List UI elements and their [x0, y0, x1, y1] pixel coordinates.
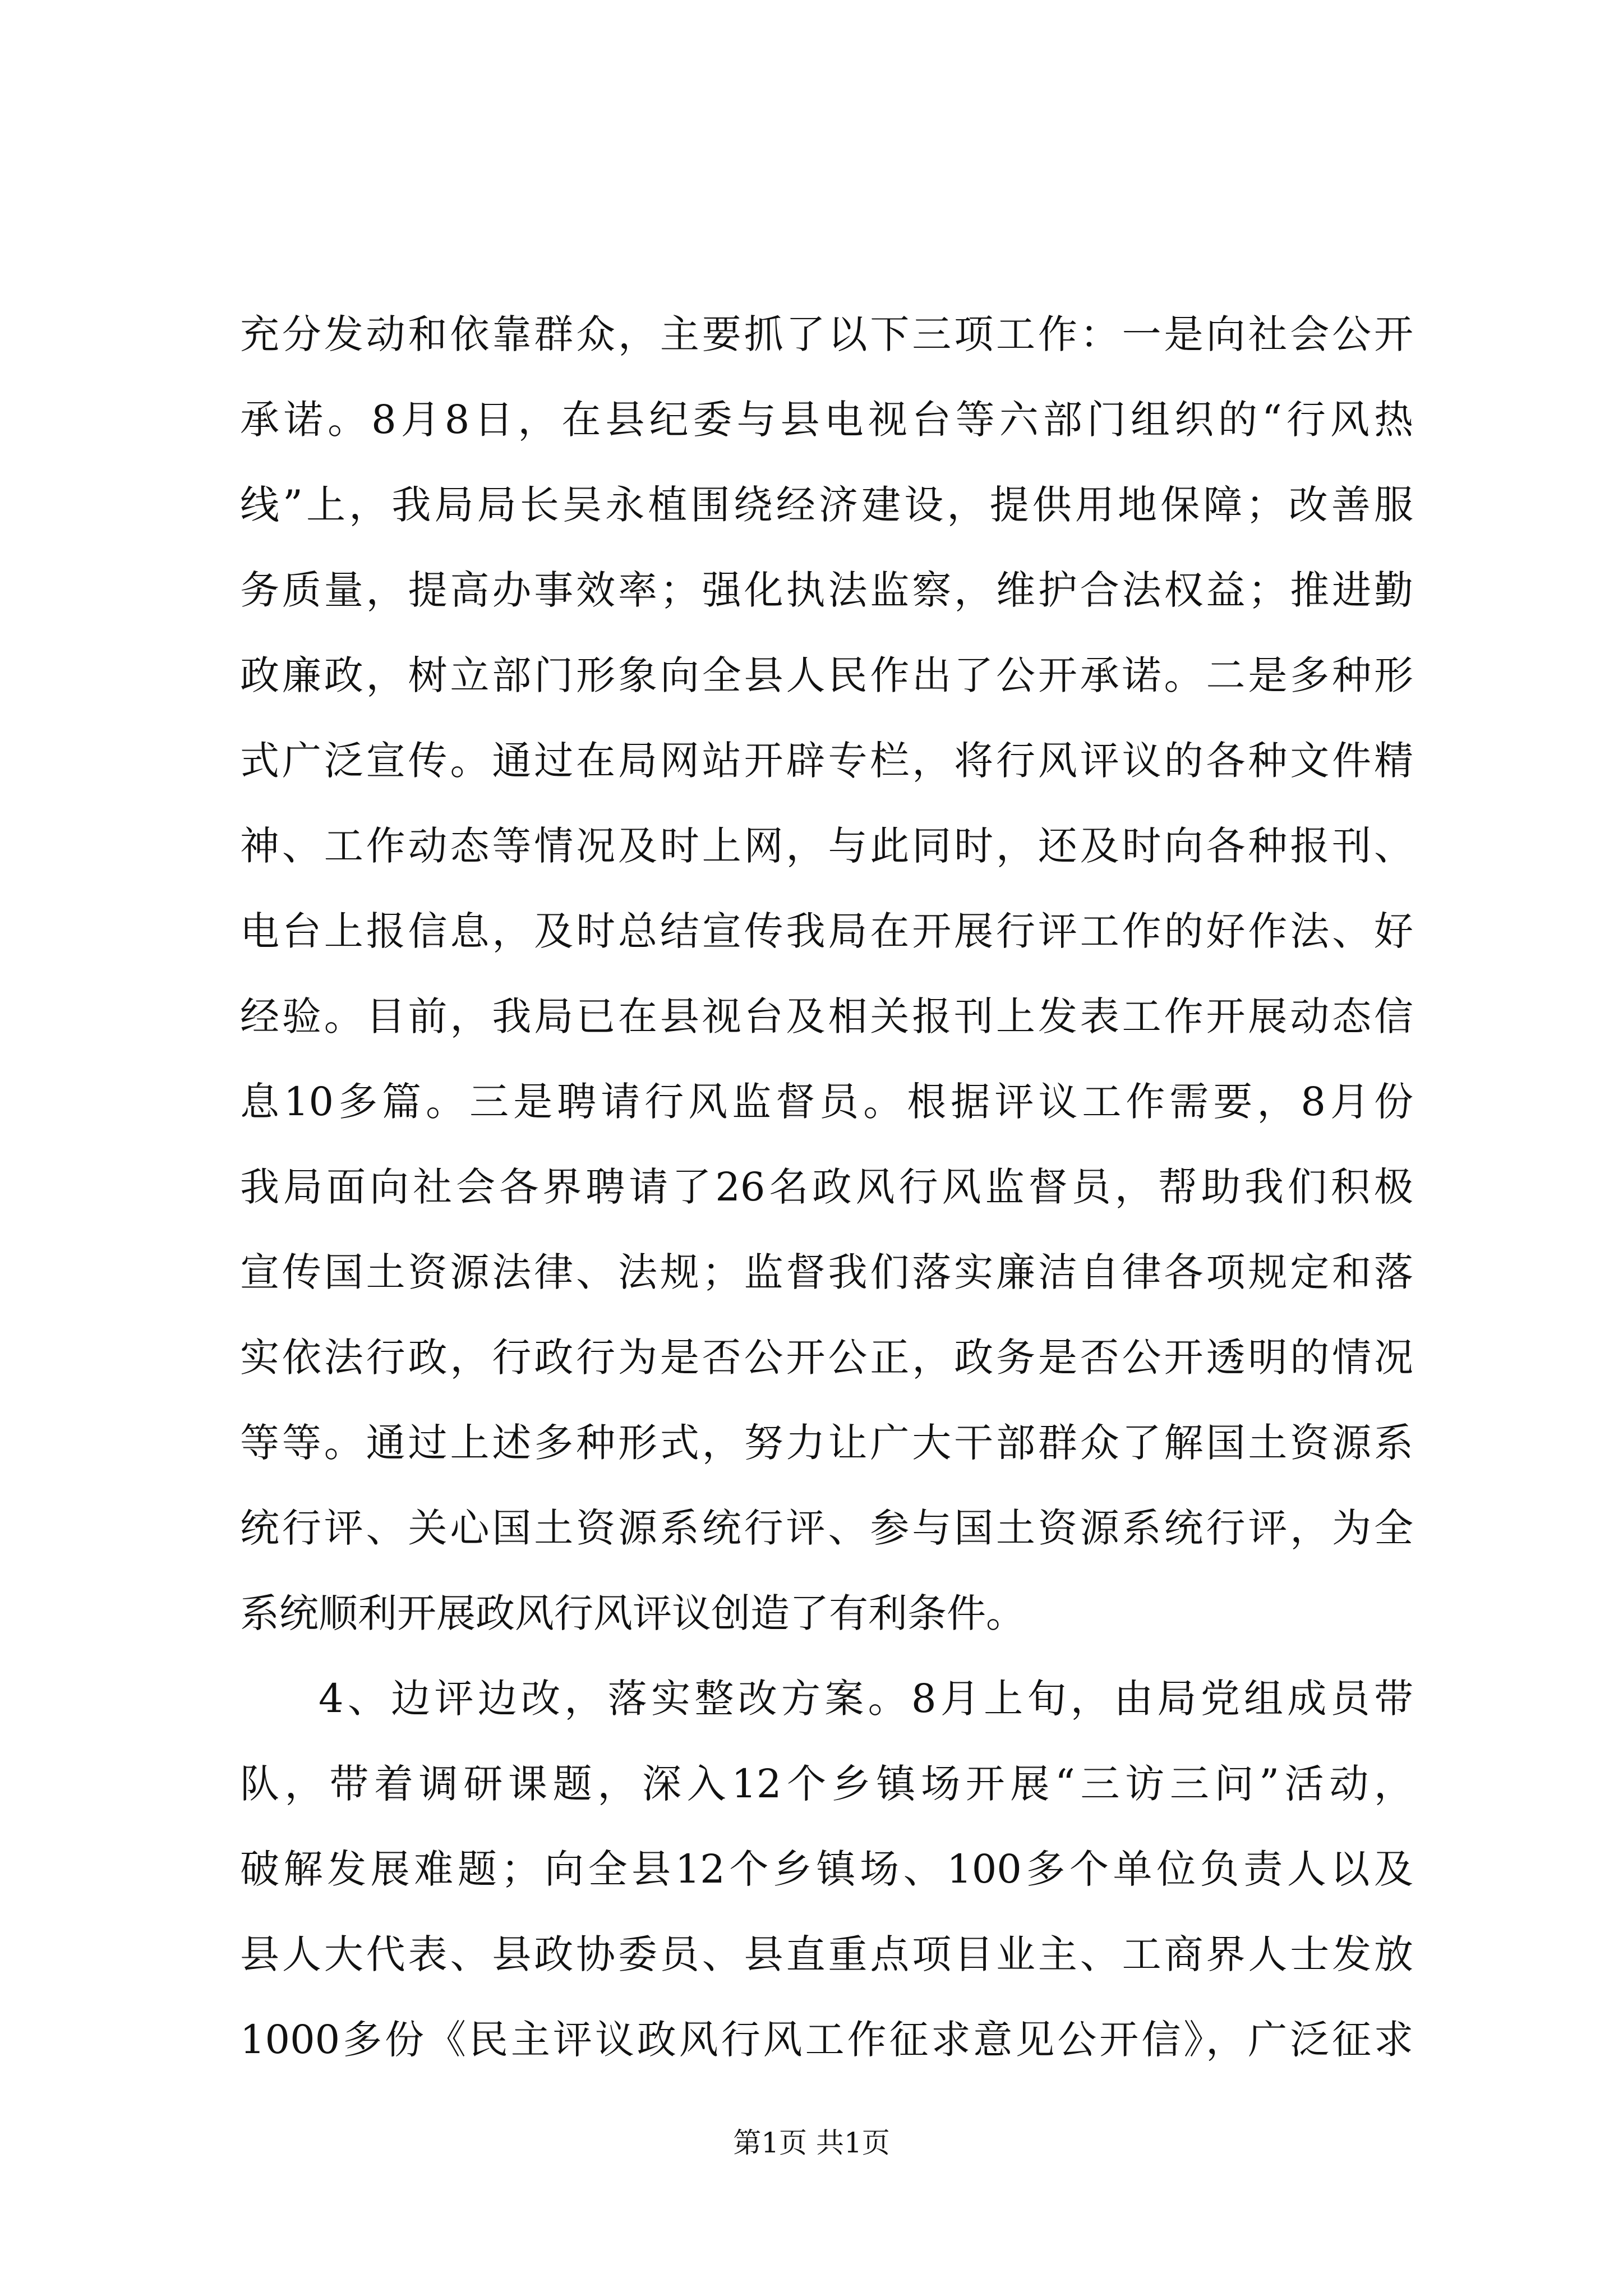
- text-line: 统行评、关心国土资源系统行评、参与国土资源系统行评，为全: [240, 1505, 1413, 1551]
- text-line: 式广泛宣传。通过在局网站开辟专栏，将行风评议的各种文件精: [240, 738, 1413, 784]
- text-line: 队，带着调研课题，深入12个乡镇场开展“三访三问”活动，: [240, 1761, 1413, 1807]
- text-line: 实依法行政，行政行为是否公开公正，政务是否公开透明的情况: [240, 1335, 1413, 1381]
- paragraph-start-line: 4、边评边改，落实整改方案。8月上旬，由局党组成员带: [319, 1676, 1413, 1722]
- text-line: 务质量，提高办事效率；强化执法监察，维护合法权益；推进勤: [240, 567, 1413, 613]
- text-line: 我局面向社会各界聘请了26名政风行风监督员，帮助我们积极: [240, 1164, 1413, 1210]
- text-line: 宣传国土资源法律、法规；监督我们落实廉洁自律各项规定和落: [240, 1249, 1413, 1295]
- document-body: [240, 292, 1413, 2082]
- text-line: 经验。目前，我局已在县视台及相关报刊上发表工作开展动态信: [240, 993, 1413, 1039]
- text-line: 破解发展难题；向全县12个乡镇场、100多个单位负责人以及: [240, 1846, 1413, 1892]
- text-line: 政廉政，树立部门形象向全县人民作出了公开承诺。二是多种形: [240, 652, 1413, 698]
- text-line: 县人大代表、县政协委员、县直重点项目业主、工商界人士发放: [240, 1931, 1413, 1977]
- text-line: 等等。通过上述多种形式，努力让广大干部群众了解国土资源系: [240, 1420, 1413, 1466]
- text-line: 息10多篇。三是聘请行风监督员。根据评议工作需要，8月份: [240, 1079, 1413, 1125]
- text-line: 神、工作动态等情况及时上网，与此同时，还及时向各种报刊、: [240, 823, 1413, 869]
- page-number-footer: 第1页 共1页: [733, 2127, 890, 2159]
- text-line: 线”上，我局局长吴永植围绕经济建设，提供用地保障；改善服: [240, 482, 1413, 528]
- text-line: 充分发动和依靠群众，主要抓了以下三项工作：一是向社会公开: [240, 311, 1413, 357]
- paragraph-end-line: 系统顺利开展政风行风评议创造了有利条件。: [240, 1590, 1025, 1636]
- text-line: 1000多份《民主评议政风行风工作征求意见公开信》，广泛征求: [240, 2017, 1413, 2063]
- text-line: 承诺。8月8日，在县纪委与县电视台等六部门组织的“行风热: [240, 397, 1413, 443]
- text-line: 电台上报信息，及时总结宣传我局在开展行评工作的好作法、好: [240, 908, 1413, 954]
